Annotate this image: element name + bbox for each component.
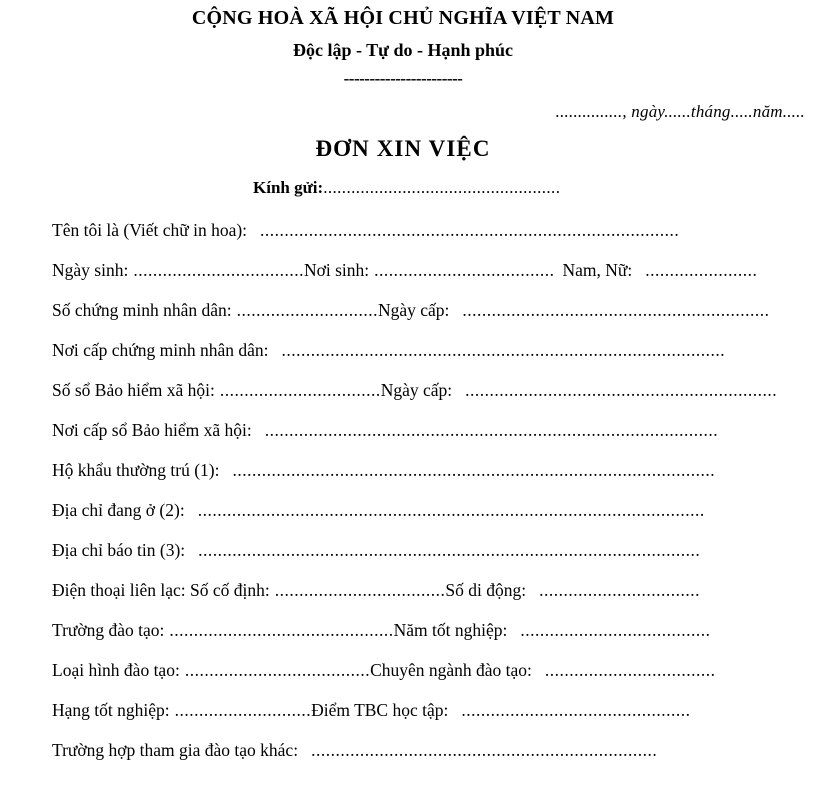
- field-fill-dots[interactable]: ........................................................................................................: [197, 500, 705, 521]
- field-label-secondary: Chuyên ngành đào tạo:: [370, 660, 532, 681]
- field-fill-dots[interactable]: ...................................: [133, 260, 304, 281]
- recipient-fill-dots[interactable]: ...................................................: [323, 178, 561, 198]
- field-fill-dots-secondary[interactable]: ...................................: [544, 660, 716, 681]
- field-row-birth: [52, 260, 801, 300]
- recipient-line: [0, 178, 821, 198]
- field-fill-dots-secondary[interactable]: ...............................................................: [462, 300, 770, 321]
- field-label: Loại hình đào tạo:: [52, 660, 180, 681]
- field-label: Hộ khẩu thường trú (1):: [52, 460, 220, 481]
- field-label-tertiary: Nam, Nữ:: [562, 260, 633, 281]
- field-label-secondary: Ngày cấp:: [380, 380, 453, 401]
- field-row-school: [52, 620, 801, 660]
- field-row-training-type: [52, 660, 801, 700]
- field-row-permanent-residence: [52, 460, 801, 500]
- field-label: Trường hợp tham gia đào tạo khác:: [52, 740, 299, 761]
- field-row-other-training: [52, 740, 801, 780]
- field-label: Hạng tốt nghiệp:: [52, 700, 170, 721]
- field-row-contact-address: [52, 540, 801, 580]
- field-label: Tên tôi là (Viết chữ in hoa):: [52, 220, 248, 241]
- field-label: Điện thoại liên lạc: Số cố định:: [52, 580, 270, 601]
- field-row-social-insurance-number: [52, 380, 801, 420]
- field-label: Trường đào tạo:: [52, 620, 165, 641]
- national-motto: Độc lập - Tự do - Hạnh phúc: [292, 40, 514, 60]
- field-label-secondary: Năm tốt nghiệp:: [393, 620, 508, 641]
- field-fill-dots[interactable]: ......................................................................................: [260, 220, 680, 241]
- field-label-secondary: Số di động:: [445, 580, 527, 601]
- field-fill-dots-secondary[interactable]: .................................: [539, 580, 700, 601]
- field-fill-dots[interactable]: .......................................................................................................: [198, 540, 701, 561]
- field-label-secondary: Điểm TBC học tập:: [311, 700, 449, 721]
- header-divider-rule: -----------------------: [343, 68, 463, 88]
- field-fill-dots[interactable]: ...................................................................................................: [232, 460, 716, 481]
- field-fill-dots[interactable]: .................................: [219, 380, 381, 401]
- recipient-label: Kính gửi:: [253, 178, 324, 198]
- form-fields: [0, 220, 821, 780]
- field-fill-dots[interactable]: ............................: [174, 700, 312, 721]
- field-fill-dots[interactable]: .............................: [236, 300, 378, 321]
- field-fill-dots-secondary[interactable]: ...............................................: [461, 700, 691, 721]
- field-row-full-name: [52, 220, 801, 260]
- field-row-graduation-rank: [52, 700, 801, 740]
- field-row-id-issue-place: [52, 340, 801, 380]
- national-heading: CỘNG HOÀ XÃ HỘI CHỦ NGHĨA VIỆT NAM: [191, 7, 615, 29]
- field-fill-dots-secondary[interactable]: .......................................: [520, 620, 711, 641]
- field-fill-dots[interactable]: ...........................................................................................: [281, 340, 726, 361]
- field-label: Số chứng minh nhân dân:: [52, 300, 232, 321]
- field-label-secondary: Ngày cấp:: [377, 300, 450, 321]
- field-fill-dots[interactable]: ..............................................: [169, 620, 394, 641]
- field-row-social-insurance-place: [52, 420, 801, 460]
- field-fill-dots-secondary[interactable]: .....................................: [374, 260, 555, 281]
- field-fill-dots-tertiary[interactable]: .......................: [645, 260, 758, 281]
- field-label: Địa chỉ báo tin (3):: [52, 540, 186, 561]
- field-label: Nơi cấp sổ Bảo hiểm xã hội:: [52, 420, 252, 441]
- field-fill-dots[interactable]: ...................................: [274, 580, 446, 601]
- field-label: Nơi cấp chứng minh nhân dân:: [52, 340, 269, 361]
- document-header: [0, 0, 821, 88]
- field-fill-dots[interactable]: ......................................: [184, 660, 371, 681]
- field-label: Số sổ Bảo hiểm xã hội:: [52, 380, 215, 401]
- field-row-current-address: [52, 500, 801, 540]
- date-line: ..............., ngày......tháng.....năm.....: [555, 102, 805, 122]
- field-label-secondary: Nơi sinh:: [303, 260, 370, 281]
- field-label: Địa chỉ đang ở (2):: [52, 500, 185, 521]
- field-fill-dots[interactable]: .............................................................................................: [264, 420, 719, 441]
- field-row-phone: [52, 580, 801, 620]
- field-row-id-number: [52, 300, 801, 340]
- field-fill-dots-secondary[interactable]: ................................................................: [465, 380, 778, 401]
- field-fill-dots[interactable]: .......................................................................: [311, 740, 658, 761]
- page-title: ĐƠN XIN VIỆC: [315, 136, 491, 162]
- field-label: Ngày sinh:: [52, 260, 129, 281]
